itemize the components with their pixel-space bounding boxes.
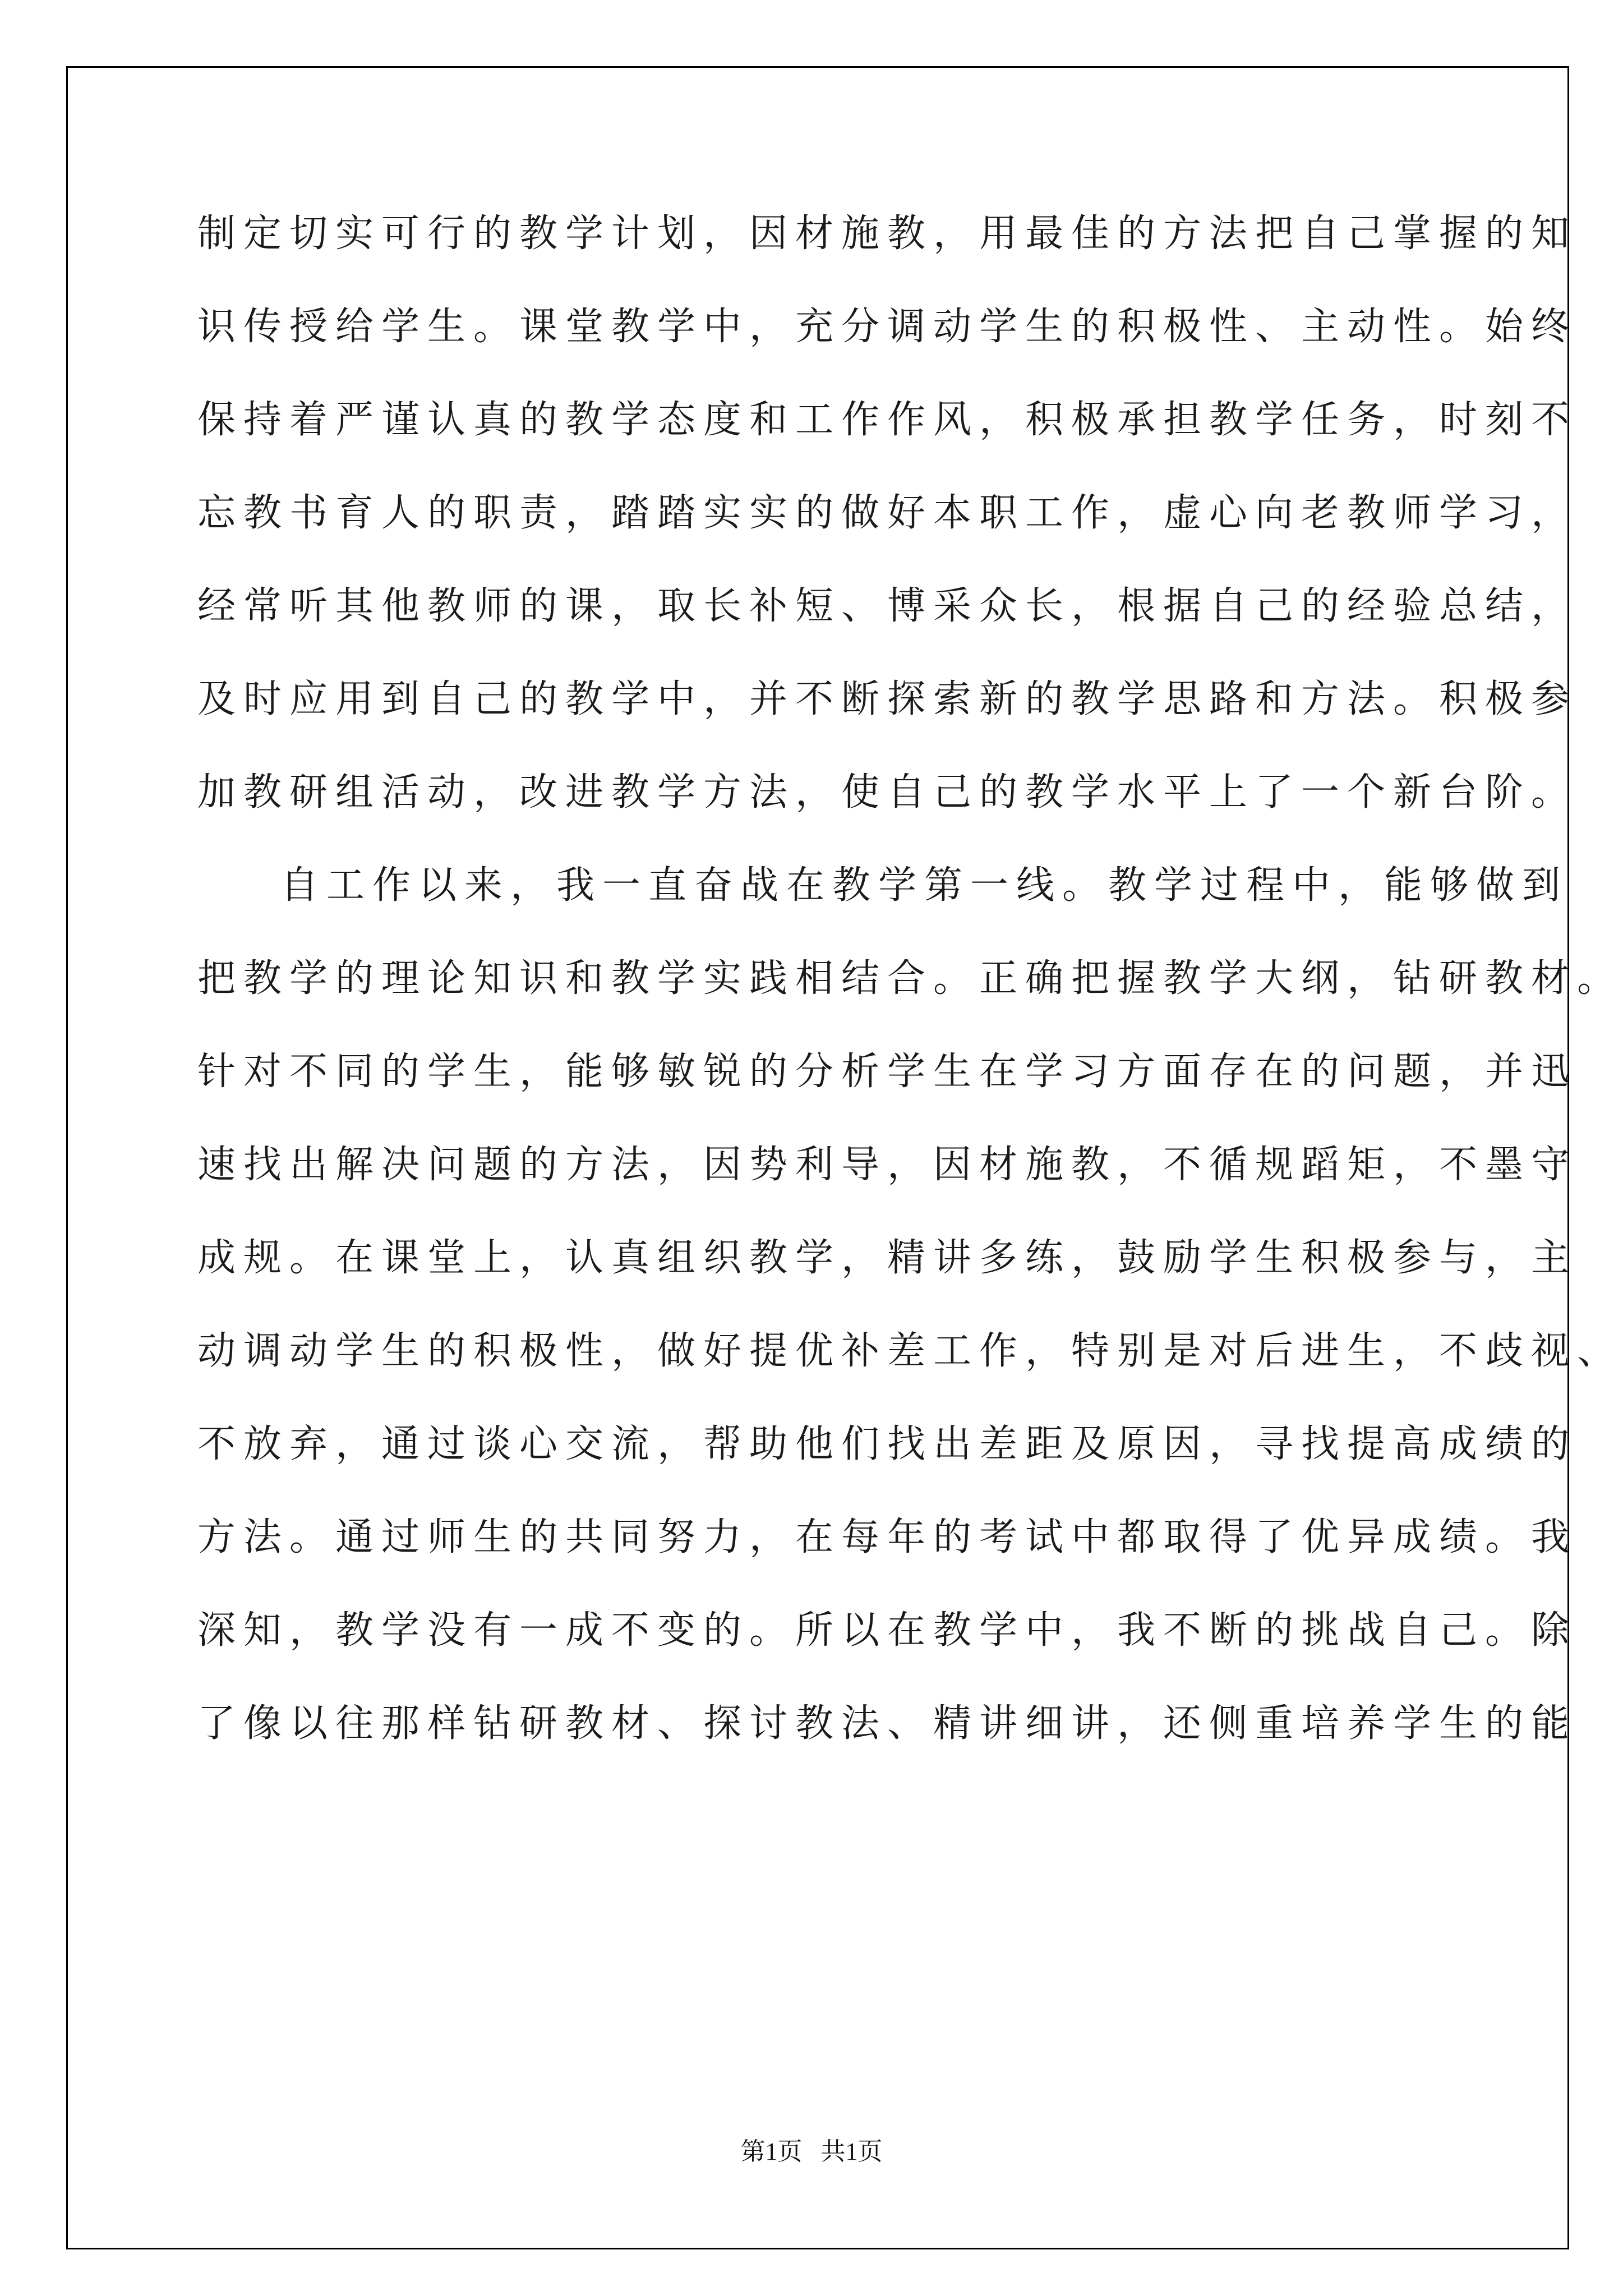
text-line-6: 及时应用到自己的教学中，并不断探索新的教学思路和方法。积极参 <box>197 677 1578 721</box>
text-line-10: 针对不同的学生，能够敏锐的分析学生在学习方面存在的问题，并迅 <box>197 1050 1578 1094</box>
page-footer <box>0 2136 1623 2168</box>
text-line-8: 自工作以来，我一直奋战在教学第一线。教学过程中，能够做到 <box>280 863 1569 908</box>
text-line-1: 制定切实可行的教学计划，因材施教，用最佳的方法把自己掌握的知 <box>197 211 1578 256</box>
text-line-14: 不放弃，通过谈心交流，帮助他们找出差距及原因，寻找提高成绩的 <box>197 1422 1578 1466</box>
text-line-5: 经常听其他教师的课，取长补短、博采众长，根据自己的经验总结， <box>197 584 1578 628</box>
text-line-11: 速找出解决问题的方法，因势利导，因材施教，不循规蹈矩，不墨守 <box>197 1143 1578 1187</box>
text-line-12: 成规。在课堂上，认真组织教学，精讲多练，鼓励学生积极参与，主 <box>197 1236 1578 1280</box>
text-line-9: 把教学的理论知识和教学实践相结合。正确把握教学大纲，钻研教材。 <box>197 956 1623 1001</box>
text-line-4: 忘教书育人的职责，踏踏实实的做好本职工作，虚心向老教师学习， <box>197 491 1578 535</box>
text-line-3: 保持着严谨认真的教学态度和工作作风，积极承担教学任务，时刻不 <box>197 398 1578 442</box>
text-line-7: 加教研组活动，改进教学方法，使自己的教学水平上了一个新台阶。 <box>197 770 1578 815</box>
page-number-label: 第1页 <box>740 2138 803 2165</box>
total-pages-label: 共1页 <box>820 2138 883 2165</box>
text-line-2: 识传授给学生。课堂教学中，充分调动学生的积极性、主动性。始终 <box>197 305 1578 349</box>
text-line-16: 深知，教学没有一成不变的。所以在教学中，我不断的挑战自己。除 <box>197 1608 1578 1653</box>
text-line-13: 动调动学生的积极性，做好提优补差工作，特别是对后进生，不歧视、 <box>197 1329 1623 1373</box>
footer-gap <box>803 2138 821 2165</box>
text-line-17: 了像以往那样钻研教材、探讨教法、精讲细讲，还侧重培养学生的能 <box>197 1701 1578 1746</box>
text-line-15: 方法。通过师生的共同努力，在每年的考试中都取得了优异成绩。我 <box>197 1515 1578 1559</box>
